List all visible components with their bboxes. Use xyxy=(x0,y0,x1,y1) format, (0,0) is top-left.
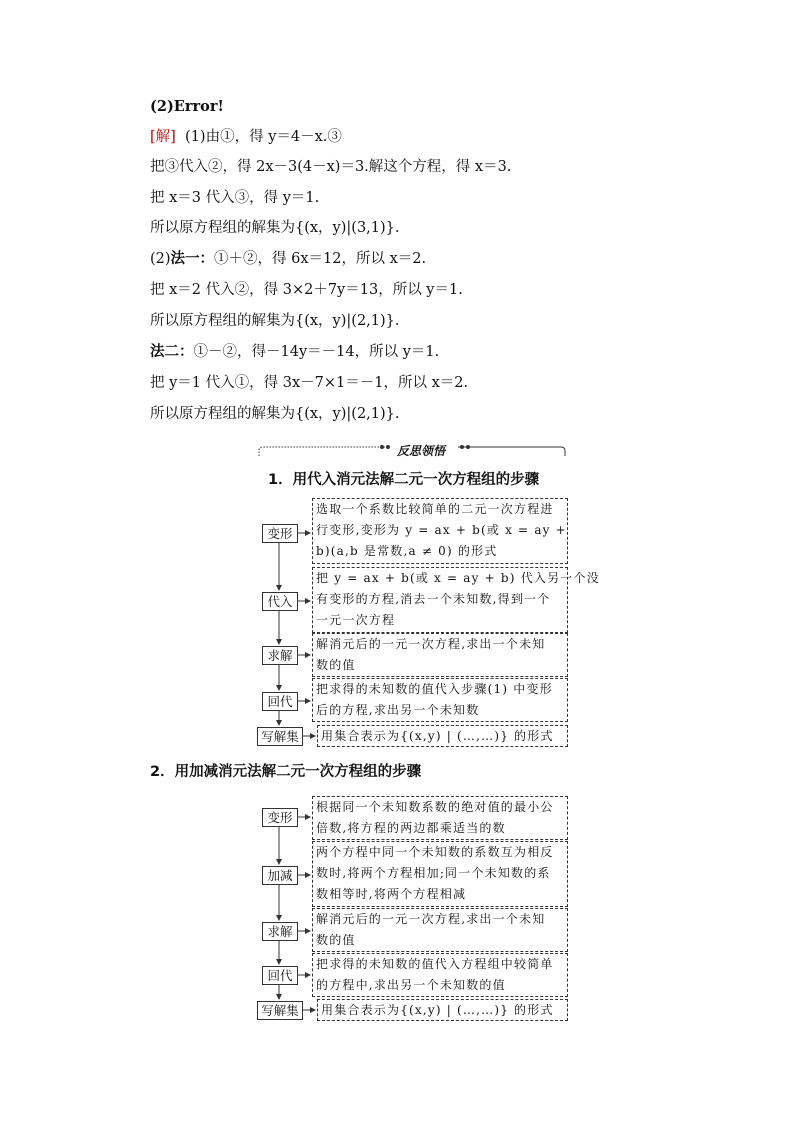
s1-step-box-1: 选取一个系数比较简单的二元一次方程进 行变形,变形为 y = ax + b(或 x = ay + b)(a,b 是常数,a ≠ 0) 的形式 xyxy=(312,498,568,564)
s2-step-box-5: 用集合表示为{(x,y) | (…,…)} 的形式 xyxy=(317,999,568,1021)
s2-step-box-4: 把求得的未知数的值代入方程组中较简单 的方程中,求出另一个未知数的值 xyxy=(312,953,568,997)
solution-line-2: 把③代入②，得 2x－3(4－x)＝3.解这个方程，得 x＝3. xyxy=(150,159,512,175)
method-1-label: 法一： xyxy=(170,250,215,267)
s2-step-label-5: 写解集 xyxy=(257,1001,303,1020)
solution-line-4: 所以原方程组的解集为{(x，y)|(3,1)}. xyxy=(150,220,400,236)
solution-line-7: 所以原方程组的解集为{(x，y)|(2,1)}. xyxy=(150,313,400,329)
banner-title: 反思领悟 xyxy=(393,442,449,459)
solution-line-5: (2)法一：①＋②，得 6x＝12，所以 x＝2. xyxy=(150,250,427,267)
part2-header: (2)Error! xyxy=(150,98,224,115)
solution-line-9: 把 y＝1 代入①，得 3x－7×1＝－1，所以 x＝2. xyxy=(150,375,469,391)
s2-step-box-1: 根据同一个未知数系数的绝对值的最小公 倍数,将方程的两边都乘适当的数 xyxy=(312,796,568,840)
s1-step-label-2: 代入 xyxy=(262,592,298,611)
s2-step-label-4: 回代 xyxy=(262,966,298,985)
s2-step-label-1: 变形 xyxy=(262,808,298,827)
section1-heading: 1．用代入消元法解二元一次方程组的步骤 xyxy=(268,472,540,488)
s1-step-label-3: 求解 xyxy=(262,646,298,665)
solution-line-3: 把 x＝3 代入③，得 y＝1. xyxy=(150,190,320,206)
reflection-banner xyxy=(258,443,566,457)
s2-step-box-3: 解消元后的一元一次方程,求出一个未知 数的值 xyxy=(312,908,568,952)
solve-label: [解] xyxy=(150,129,176,145)
s1-step-label-5: 写解集 xyxy=(257,727,303,746)
method-2-label: 法二： xyxy=(150,343,194,360)
s1-step-label-1: 变形 xyxy=(262,524,298,543)
s1-step-box-5: 用集合表示为{(x,y) | (…,…)} 的形式 xyxy=(317,725,568,747)
s1-step-box-3: 解消元后的一元一次方程,求出一个未知 数的值 xyxy=(312,633,568,677)
solution-line-1: [解] (1)由①，得 y＝4－x.③ xyxy=(150,129,342,145)
solution-line-8: 法二：①－②，得－14y＝－14，所以 y＝1. xyxy=(150,343,440,360)
section2-heading: 2．用加减消元法解二元一次方程组的步骤 xyxy=(150,764,422,780)
s1-step-box-4: 把求得的未知数的值代入步骤(1) 中变形 后的方程,求出另一个未知数 xyxy=(312,678,568,722)
solution-line-6: 把 x＝2 代入②，得 3×2＋7y＝13，所以 y＝1. xyxy=(150,282,463,298)
s2-step-label-2: 加减 xyxy=(262,866,298,885)
s2-step-box-2: 两个方程中同一个未知数的系数互为相反 数时,将两个方程相加;同一个未知数的系 数相等时,将两个方程相减 xyxy=(312,841,568,907)
solution-line-10: 所以原方程组的解集为{(x，y)|(2,1)}. xyxy=(150,406,400,422)
s1-step-label-4: 回代 xyxy=(262,692,298,711)
s1-step-box-2: 把 y = ax + b(或 x = ay + b) 代入另一个没 有变形的方程,消去一个未知数,得到一个 一元一次方程 xyxy=(312,567,568,633)
s2-step-label-3: 求解 xyxy=(262,922,298,941)
